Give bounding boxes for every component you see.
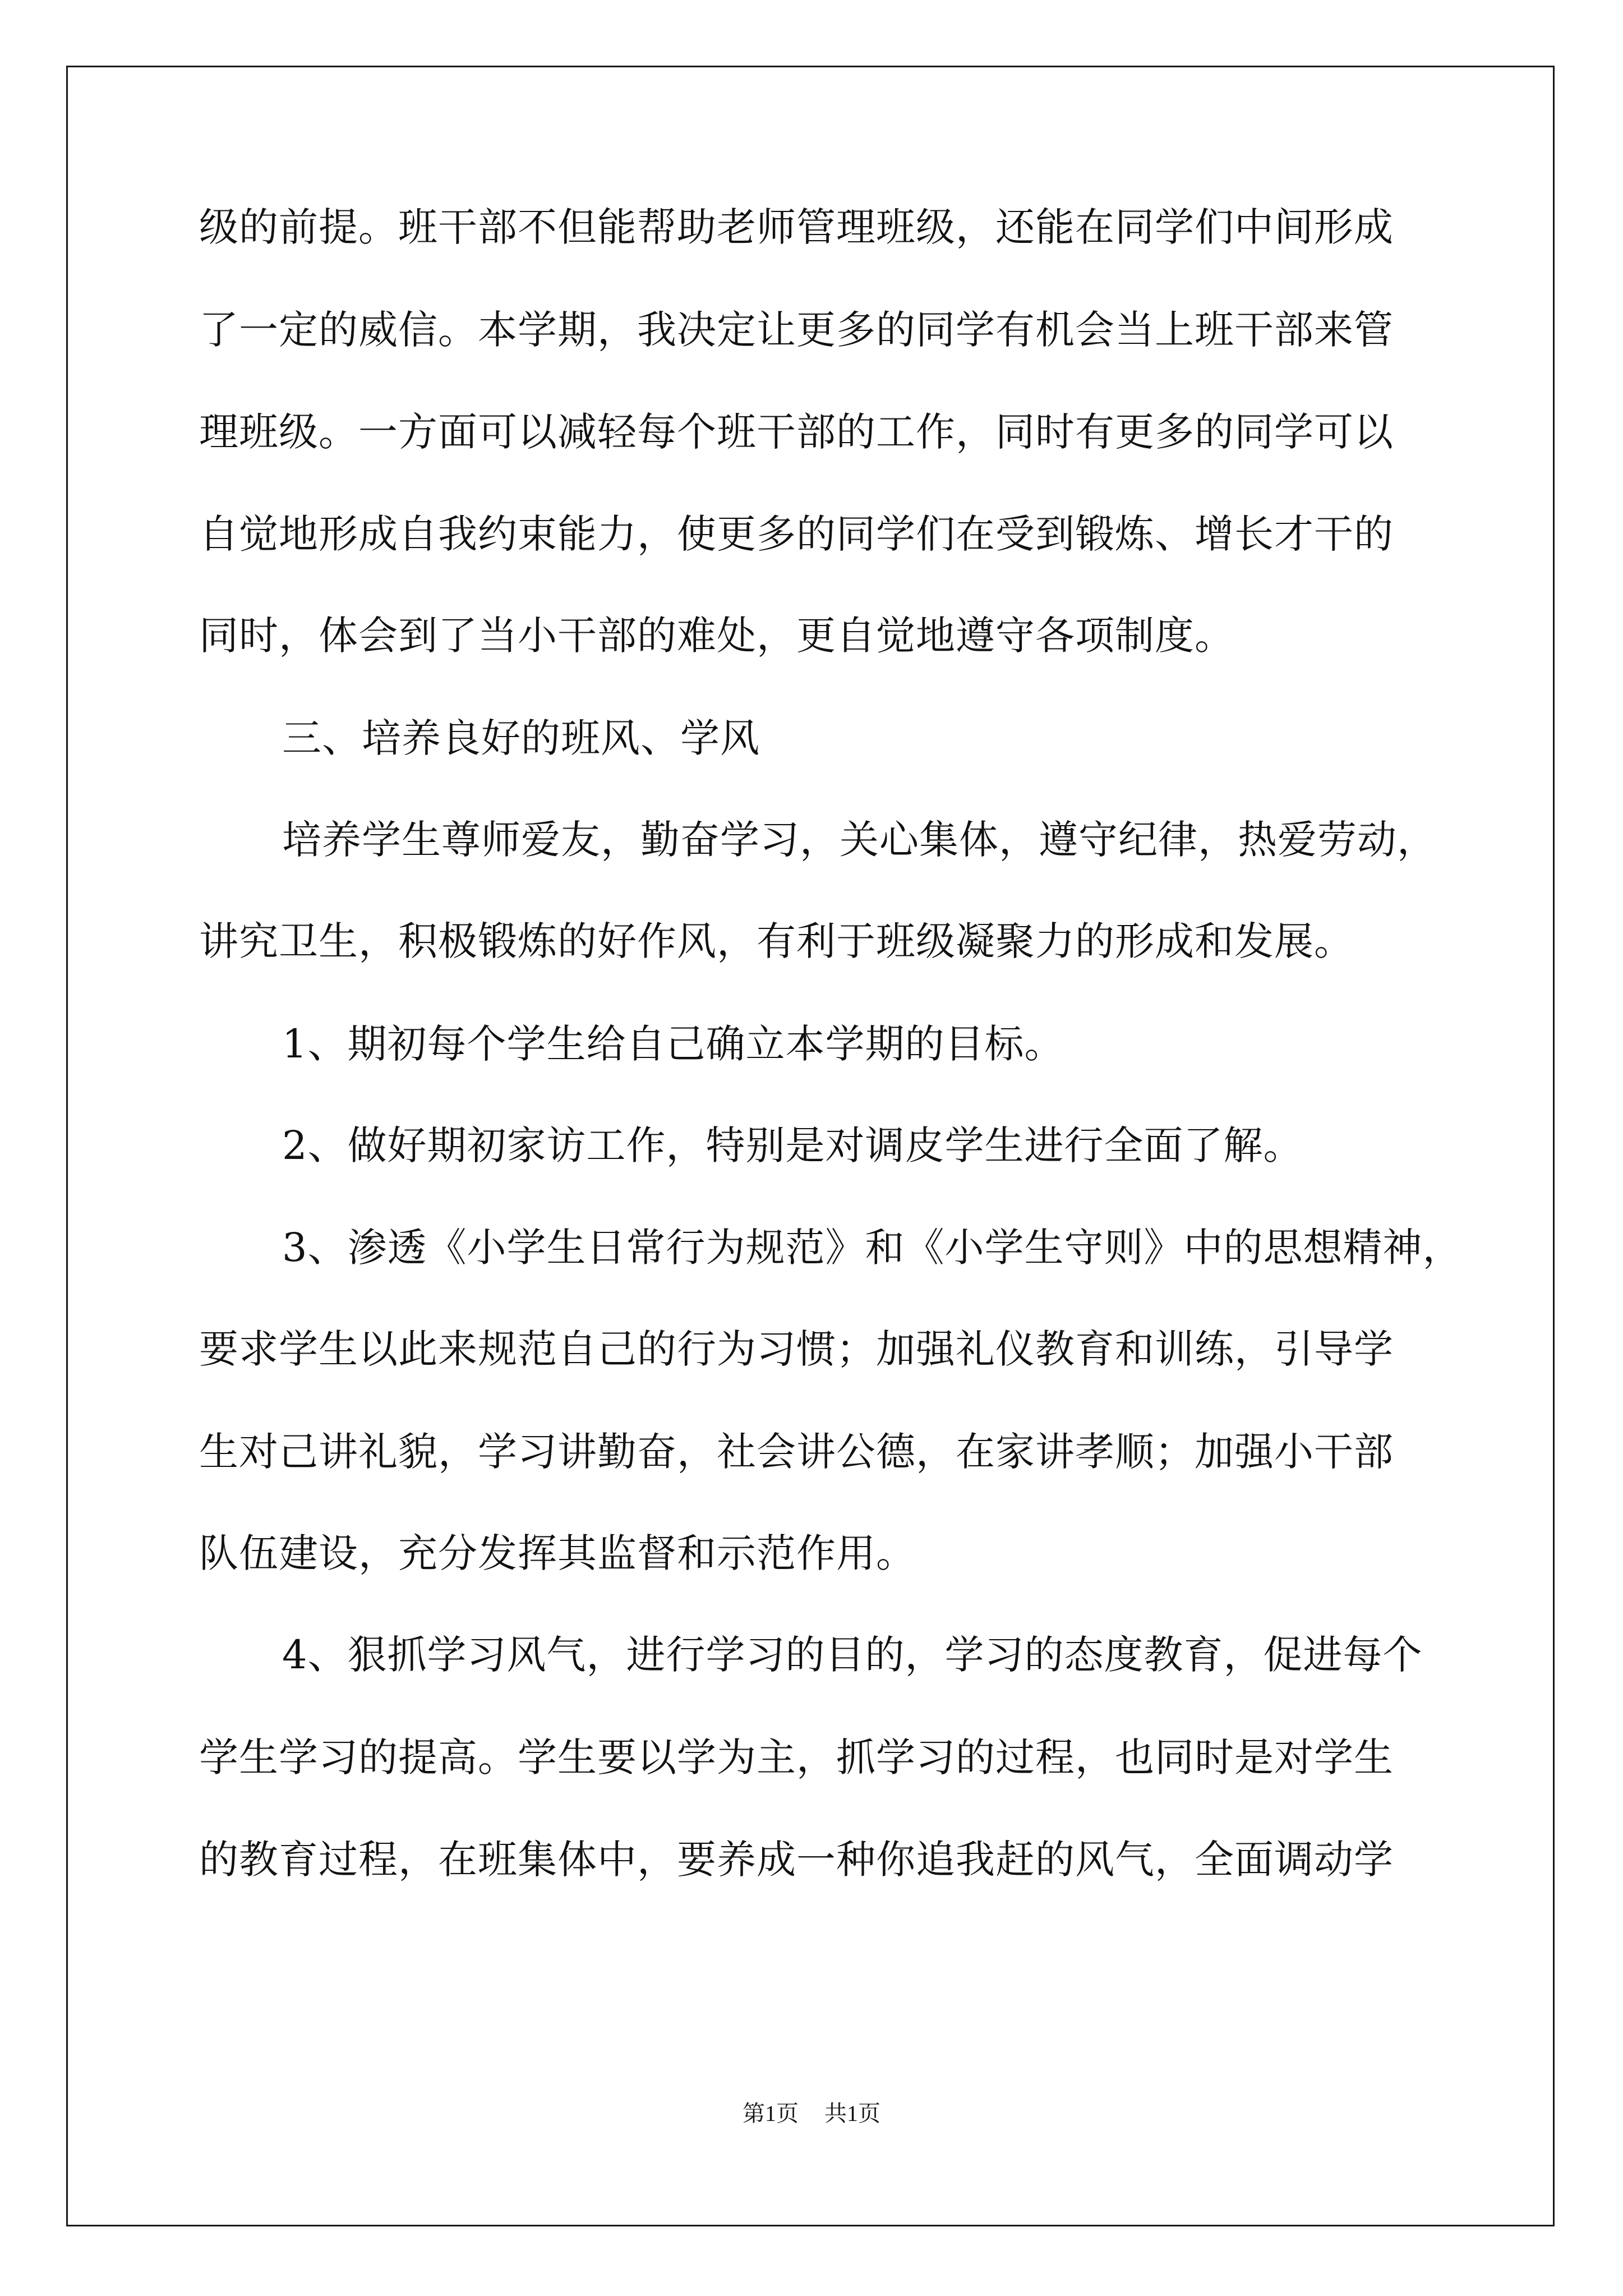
text-line: 级的前提。班干部不但能帮助老师管理班级，还能在同学们中间形成 <box>199 204 1394 250</box>
document-body <box>199 204 1463 1883</box>
text-line: 同时，体会到了当小干部的难处，更自觉地遵守各项制度。 <box>199 613 1234 659</box>
text-line: 队伍建设，充分发挥其监督和示范作用。 <box>199 1530 916 1576</box>
list-item: 4、狠抓学习风气，进行学习的目的，学习的态度教育，促进每个 <box>282 1632 1423 1678</box>
text-line: 自觉地形成自我约束能力，使更多的同学们在受到锻炼、增长才干的 <box>199 511 1394 557</box>
text-line: 讲究卫生，积极锻炼的好作风，有利于班级凝聚力的形成和发展。 <box>199 918 1354 964</box>
page-footer <box>0 2102 1623 2125</box>
text-line: 的教育过程，在班集体中，要养成一种你追我赶的风气，全面调动学 <box>199 1837 1394 1883</box>
list-item: 1、期初每个学生给自己确立本学期的目标。 <box>282 1021 1064 1067</box>
text-line: 学生学习的提高。学生要以学为主，抓学习的过程，也同时是对学生 <box>199 1734 1394 1780</box>
list-item: 2、做好期初家访工作，特别是对调皮学生进行全面了解。 <box>282 1122 1303 1168</box>
list-item: 3、渗透《小学生日常行为规范》和《小学生守则》中的思想精神， <box>282 1225 1463 1271</box>
page-number-current: 第1页 <box>743 2101 799 2126</box>
text-line: 要求学生以此来规范自己的行为习惯；加强礼仪教育和训练，引导学 <box>199 1326 1394 1372</box>
text-line: 了一定的威信。本学期，我决定让更多的同学有机会当上班干部来管 <box>199 307 1394 353</box>
section-heading: 三、培养良好的班风、学风 <box>282 715 760 761</box>
text-line: 培养学生尊师爱友，勤奋学习，关心集体，遵守纪律，热爱劳动， <box>282 817 1437 863</box>
page-number-total: 共1页 <box>824 2101 880 2126</box>
text-line: 生对己讲礼貌，学习讲勤奋，社会讲公德，在家讲孝顺；加强小干部 <box>199 1429 1394 1475</box>
text-line: 理班级。一方面可以减轻每个班干部的工作，同时有更多的同学可以 <box>199 409 1394 455</box>
